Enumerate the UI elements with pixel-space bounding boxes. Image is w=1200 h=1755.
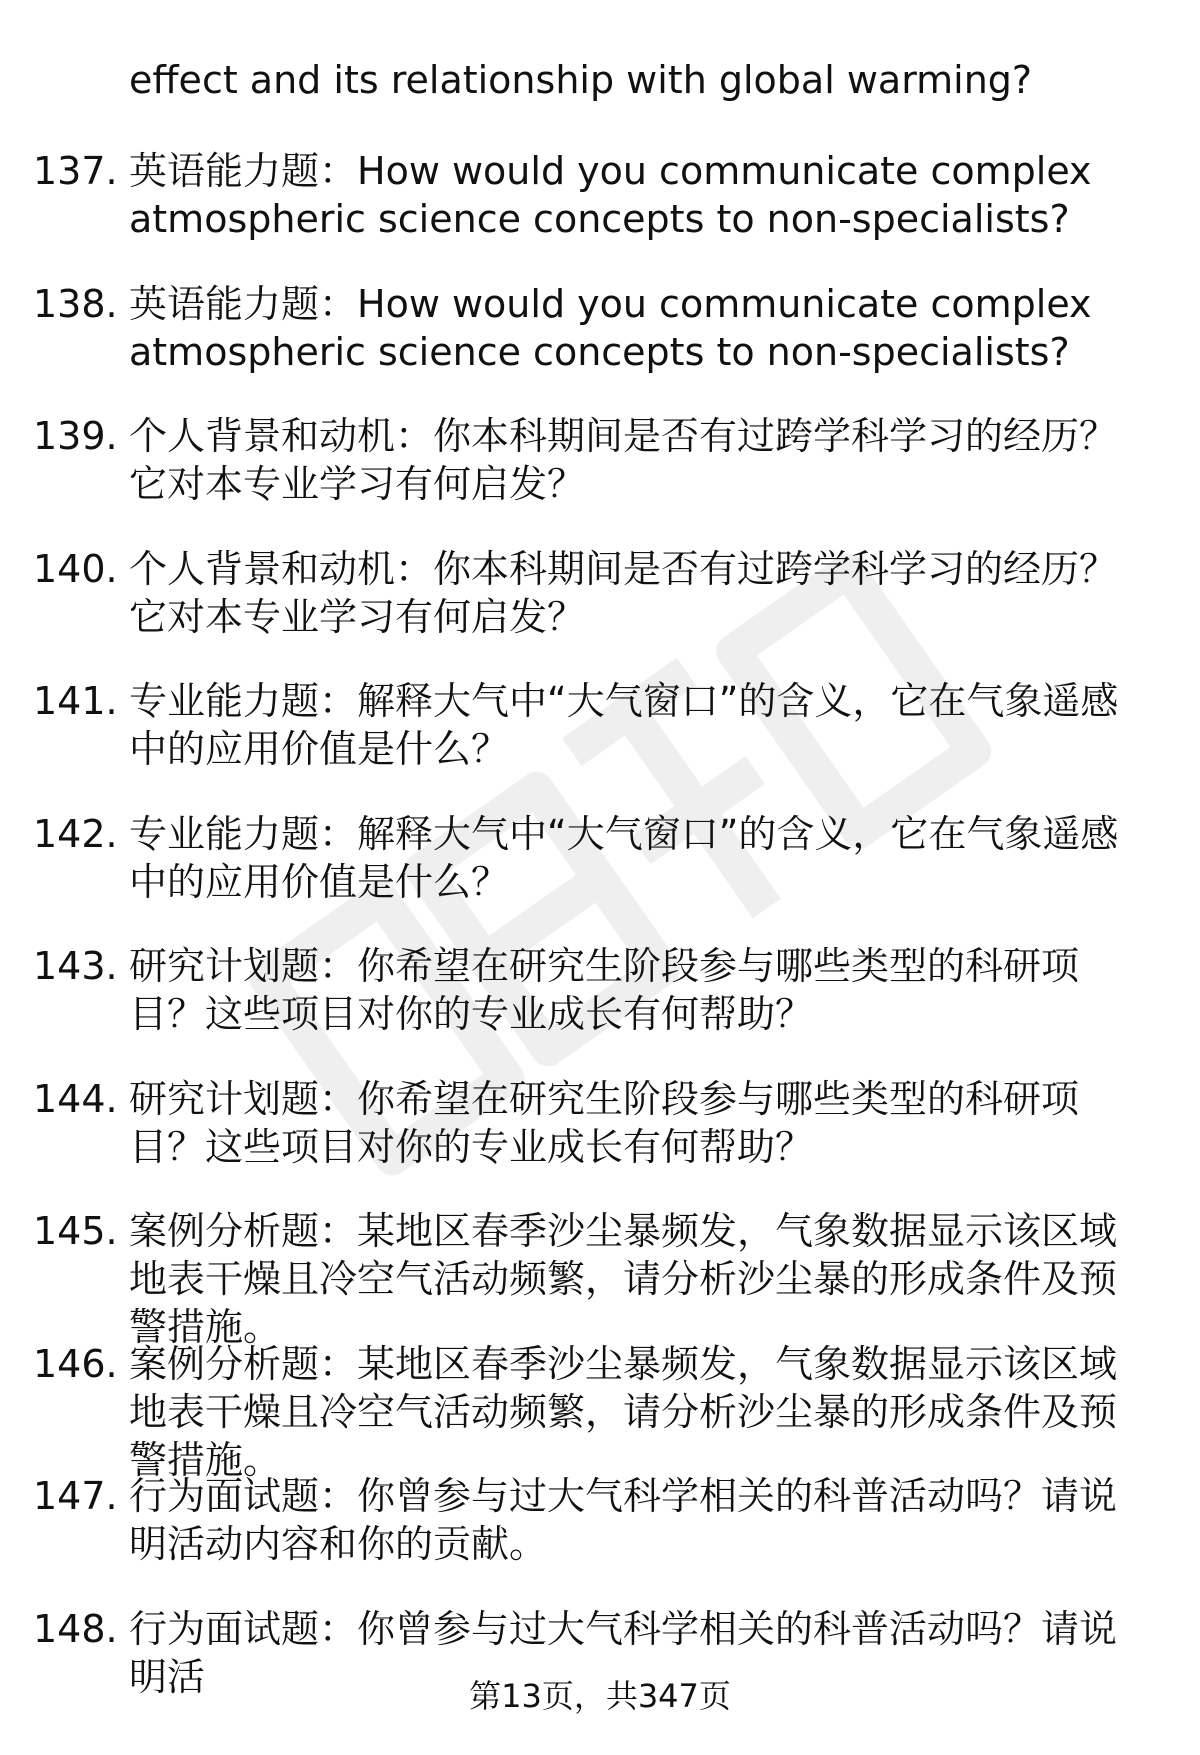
question-text: 个人背景和动机：你本科期间是否有过跨学科学习的经历？它对本专业学习有何启发？ bbox=[129, 414, 1118, 506]
continued-question-text: effect and its relationship with global warming? bbox=[129, 58, 1033, 102]
question-text: 个人背景和动机：你本科期间是否有过跨学科学习的经历？它对本专业学习有何启发？ bbox=[129, 547, 1118, 639]
question-number: 144. bbox=[33, 1077, 118, 1121]
question-number: 143. bbox=[33, 944, 118, 988]
page-number-footer: 第13页，共347页 bbox=[469, 1677, 731, 1715]
question-text: 英语能力题：How would you communicate complex atmospheric science concepts to non-specialists? bbox=[129, 282, 1092, 374]
question-number: 142. bbox=[33, 812, 118, 856]
question-number: 139. bbox=[33, 414, 118, 458]
question-text: 英语能力题：How would you communicate complex atmospheric science concepts to non-specialists? bbox=[129, 149, 1092, 241]
question-number: 146. bbox=[33, 1342, 118, 1386]
question-number: 148. bbox=[33, 1607, 118, 1651]
question-text: 研究计划题：你希望在研究生阶段参与哪些类型的科研项目？这些项目对你的专业成长有何帮助？ bbox=[129, 1077, 1080, 1169]
question-number: 145. bbox=[33, 1209, 118, 1253]
question-number: 140. bbox=[33, 547, 118, 591]
question-text: 行为面试题：你曾参与过大气科学相关的科普活动吗？请说明活 bbox=[129, 1607, 1118, 1699]
question-text: 专业能力题：解释大气中“大气窗口”的含义，它在气象遥感中的应用价值是什么？ bbox=[129, 812, 1119, 904]
question-text: 行为面试题：你曾参与过大气科学相关的科普活动吗？请说明活动内容和你的贡献。 bbox=[129, 1474, 1118, 1566]
question-number: 147. bbox=[33, 1474, 118, 1518]
question-text: 研究计划题：你希望在研究生阶段参与哪些类型的科研项目？这些项目对你的专业成长有何帮助？ bbox=[129, 944, 1080, 1036]
question-text: 案例分析题：某地区春季沙尘暴频发，气象数据显示该区域地表干燥且冷空气活动频繁，请分析沙尘暴的形成条件及预警措施。 bbox=[129, 1342, 1118, 1482]
question-number: 138. bbox=[33, 282, 118, 326]
question-number: 141. bbox=[33, 679, 118, 723]
question-text: 专业能力题：解释大气中“大气窗口”的含义，它在气象遥感中的应用价值是什么？ bbox=[129, 679, 1119, 771]
question-number: 137. bbox=[33, 149, 118, 193]
question-text: 案例分析题：某地区春季沙尘暴频发，气象数据显示该区域地表干燥且冷空气活动频繁，请分析沙尘暴的形成条件及预警措施。 bbox=[129, 1209, 1118, 1349]
